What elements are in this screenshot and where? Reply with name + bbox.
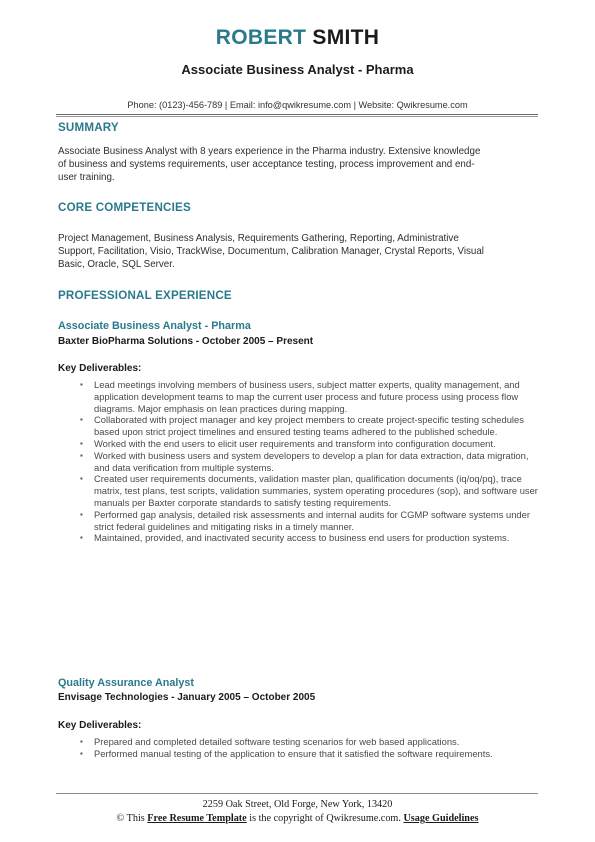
first-name: ROBERT bbox=[215, 26, 307, 49]
header-divider bbox=[56, 114, 538, 115]
footer-divider bbox=[56, 793, 538, 794]
copyright-prefix: © This bbox=[116, 813, 148, 824]
deliverable-item: ▪ Maintained, provided, and inactivated security access to business end users for production systems. bbox=[78, 532, 540, 544]
deliverable-item: ▪ Performed manual testing of the application to ensure that it satisfied the software requirements. bbox=[78, 748, 540, 760]
deliverable-item: ▪ Prepared and completed detailed software testing scenarios for web based applications. bbox=[78, 736, 540, 748]
job-company-dates: Envisage Technologies - January 2005 – October 2005 bbox=[58, 692, 316, 703]
header-divider-secondary bbox=[56, 116, 538, 117]
experience-heading: PROFESSIONAL EXPERIENCE bbox=[58, 289, 232, 302]
copyright-middle: is the copyright of Qwikresume.com. bbox=[246, 813, 404, 824]
key-deliverables-label: Key Deliverables: bbox=[58, 720, 142, 731]
job-title: Associate Business Analyst - Pharma bbox=[58, 320, 251, 332]
candidate-name bbox=[0, 26, 595, 50]
candidate-job-title: Associate Business Analyst - Pharma bbox=[181, 62, 414, 77]
deliverables-list bbox=[78, 736, 540, 760]
competencies-line: Support, Facilitation, Visio, TrackWise, Documentum, Calibration Manager, Crystal Reports, Visual bbox=[58, 245, 484, 257]
job-title: Quality Assurance Analyst bbox=[58, 677, 195, 689]
competencies-line: Basic, Oracle, SQL Server. bbox=[58, 258, 175, 270]
competencies-text bbox=[58, 233, 540, 271]
usage-guidelines-link[interactable]: Usage Guidelines bbox=[403, 813, 479, 824]
footer-copyright bbox=[0, 813, 595, 824]
footer-address: 2259 Oak Street, Old Forge, New York, 13420 bbox=[202, 799, 393, 810]
deliverable-item: ▪ Collaborated with project manager and key project members to create project-specific testing schedules based upon strict project timelines and ensured testing teams adhered to the published schedule. bbox=[78, 414, 540, 438]
competencies-heading: CORE COMPETENCIES bbox=[58, 201, 191, 214]
summary-line: of business and systems requirements, user acceptance testing, process improvement and end- bbox=[58, 158, 475, 170]
summary-line: user training. bbox=[58, 171, 115, 183]
deliverable-item: ▪ Created user requirements documents, validation master plan, qualification documents (iq/oq/pq), trace matrix, test plans, test scripts, validation summaries, system operating procedures (sop), and software user manuals per Baxter corporate standards to satisfy testing requirements. bbox=[78, 473, 540, 508]
contact-line: Phone: (0123)-456-789 | Email: info@qwikresume.com | Website: Qwikresume.com bbox=[127, 100, 468, 110]
competencies-line: Project Management, Business Analysis, Requirements Gathering, Reporting, Administrative bbox=[58, 233, 459, 244]
summary-line: Associate Business Analyst with 8 years experience in the Pharma industry. Extensive knowledge bbox=[58, 146, 481, 157]
deliverable-item: ▪ Worked with business users and system developers to develop a plan for data extraction, data migration, and data verification from multiple systems. bbox=[78, 450, 540, 474]
summary-text bbox=[58, 146, 540, 184]
deliverable-item: ▪ Lead meetings involving members of business users, subject matter experts, quality management, and application development teams to map the current user process and future process using process flow diagrams. Major emphasis on lean practices during mapping. bbox=[78, 379, 540, 414]
free-resume-template-link[interactable]: Free Resume Template bbox=[147, 813, 247, 824]
key-deliverables-label: Key Deliverables: bbox=[58, 363, 142, 374]
deliverables-list bbox=[78, 379, 540, 544]
deliverable-item: ▪ Performed gap analysis, detailed risk assessments and internal audits for CGMP software systems under strict federal guidelines and mitigating risks in a timely manner. bbox=[78, 509, 540, 533]
summary-heading: SUMMARY bbox=[58, 121, 119, 134]
last-name: SMITH bbox=[312, 26, 380, 49]
deliverable-item: ▪ Worked with the end users to elicit user requirements and transform into configuration document. bbox=[78, 438, 540, 450]
job-company-dates: Baxter BioPharma Solutions - October 2005 – Present bbox=[58, 336, 314, 347]
